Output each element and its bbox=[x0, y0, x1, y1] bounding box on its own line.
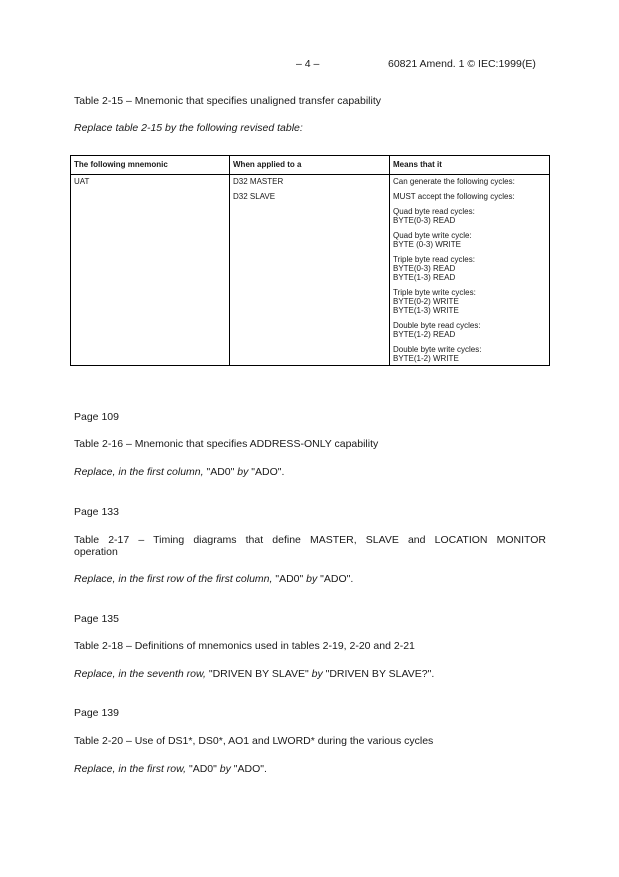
applied-master: D32 MASTER bbox=[233, 177, 284, 186]
cell-means bbox=[390, 175, 550, 366]
cell-applied-to bbox=[230, 175, 390, 366]
cycle-line: BYTE (0-3) WRITE bbox=[393, 240, 462, 249]
header-mnemonic: The following mnemonic bbox=[71, 156, 230, 175]
cell-mnemonic: UAT bbox=[71, 175, 230, 366]
new-value: "ADO". bbox=[248, 466, 285, 478]
table-2-20-title: Table 2-20 – Use of DS1*, DS0*, AO1 and LWORD* during the various cycles bbox=[74, 735, 434, 747]
page-ref-109: Page 109 bbox=[74, 411, 119, 423]
cycle-line: BYTE(1-2) READ bbox=[393, 330, 456, 339]
page-ref-133: Page 133 bbox=[74, 506, 119, 518]
by-word: by bbox=[306, 573, 318, 585]
page-number: – 4 – bbox=[296, 58, 320, 70]
by-word: by bbox=[311, 668, 323, 680]
cycle-group bbox=[393, 255, 546, 282]
table-header-row bbox=[71, 156, 550, 175]
revised-table-2-15 bbox=[70, 155, 550, 366]
table-2-20-instruction bbox=[74, 763, 267, 776]
table-2-15-title: Table 2-15 – Mnemonic that specifies unaligned transfer capability bbox=[74, 95, 382, 107]
cycle-group bbox=[393, 288, 546, 315]
table-2-18-instruction bbox=[74, 668, 434, 681]
standard-reference: 60821 Amend. 1 © IEC:1999(E) bbox=[388, 58, 536, 70]
cycle-title: Double byte read cycles: bbox=[393, 321, 481, 330]
page-ref-139: Page 139 bbox=[74, 707, 119, 719]
new-value: "ADO". bbox=[230, 763, 267, 775]
page-ref-135: Page 135 bbox=[74, 613, 119, 625]
table-2-17-title-line1: Table 2-17 – Timing diagrams that define MASTER, SLAVE and LOCATION MONITOR bbox=[74, 534, 546, 546]
cycle-line: BYTE(0-3) READ bbox=[393, 264, 456, 273]
header-means: Means that it bbox=[390, 156, 550, 175]
cycle-group bbox=[393, 207, 546, 225]
cycle-title: Triple byte write cycles: bbox=[393, 288, 476, 297]
table-2-15-instruction: Replace table 2-15 by the following revised table: bbox=[74, 122, 303, 134]
old-value: "AD0" bbox=[272, 573, 307, 585]
old-value: "AD0" bbox=[203, 466, 238, 478]
by-word: by bbox=[237, 466, 249, 478]
cycle-title: Double byte write cycles: bbox=[393, 345, 482, 354]
table-2-17-title-line2: operation bbox=[74, 546, 118, 558]
by-word: by bbox=[219, 763, 231, 775]
instruction-italic: Replace, in the seventh row, bbox=[74, 668, 206, 680]
table-2-18-title: Table 2-18 – Definitions of mnemonics used in tables 2-19, 2-20 and 2-21 bbox=[74, 640, 415, 652]
instruction-italic: Replace, in the first row, bbox=[74, 763, 187, 775]
applied-slave: D32 SLAVE bbox=[233, 192, 276, 201]
cycle-line: BYTE(0-2) WRITE bbox=[393, 297, 459, 306]
new-value: "DRIVEN BY SLAVE?". bbox=[322, 668, 435, 680]
cycle-group bbox=[393, 321, 546, 339]
old-value: "AD0" bbox=[186, 763, 220, 775]
cycle-group bbox=[393, 345, 546, 363]
table-row bbox=[71, 175, 550, 366]
cycle-group bbox=[393, 231, 546, 249]
cycle-line: BYTE(1-3) WRITE bbox=[393, 306, 459, 315]
cycle-line: BYTE(1-2) WRITE bbox=[393, 354, 459, 363]
new-value: "ADO". bbox=[317, 573, 354, 585]
cycle-title: Quad byte write cycle: bbox=[393, 231, 472, 240]
header-applied-to: When applied to a bbox=[230, 156, 390, 175]
instruction-italic: Replace, in the first row of the first column, bbox=[74, 573, 273, 585]
cycle-title: Quad byte read cycles: bbox=[393, 207, 475, 216]
table-2-16-instruction bbox=[74, 466, 284, 479]
instruction-italic: Replace, in the first column, bbox=[74, 466, 204, 478]
table-2-17-instruction bbox=[74, 573, 353, 586]
cycle-line: BYTE(0-3) READ bbox=[393, 216, 456, 225]
cycle-title: Triple byte read cycles: bbox=[393, 255, 475, 264]
means-accept: MUST accept the following cycles: bbox=[393, 192, 515, 201]
means-generate: Can generate the following cycles: bbox=[393, 177, 515, 186]
cycle-line: BYTE(1-3) READ bbox=[393, 273, 456, 282]
old-value: "DRIVEN BY SLAVE" bbox=[205, 668, 312, 680]
table-2-16-title: Table 2-16 – Mnemonic that specifies ADDRESS-ONLY capability bbox=[74, 438, 379, 450]
